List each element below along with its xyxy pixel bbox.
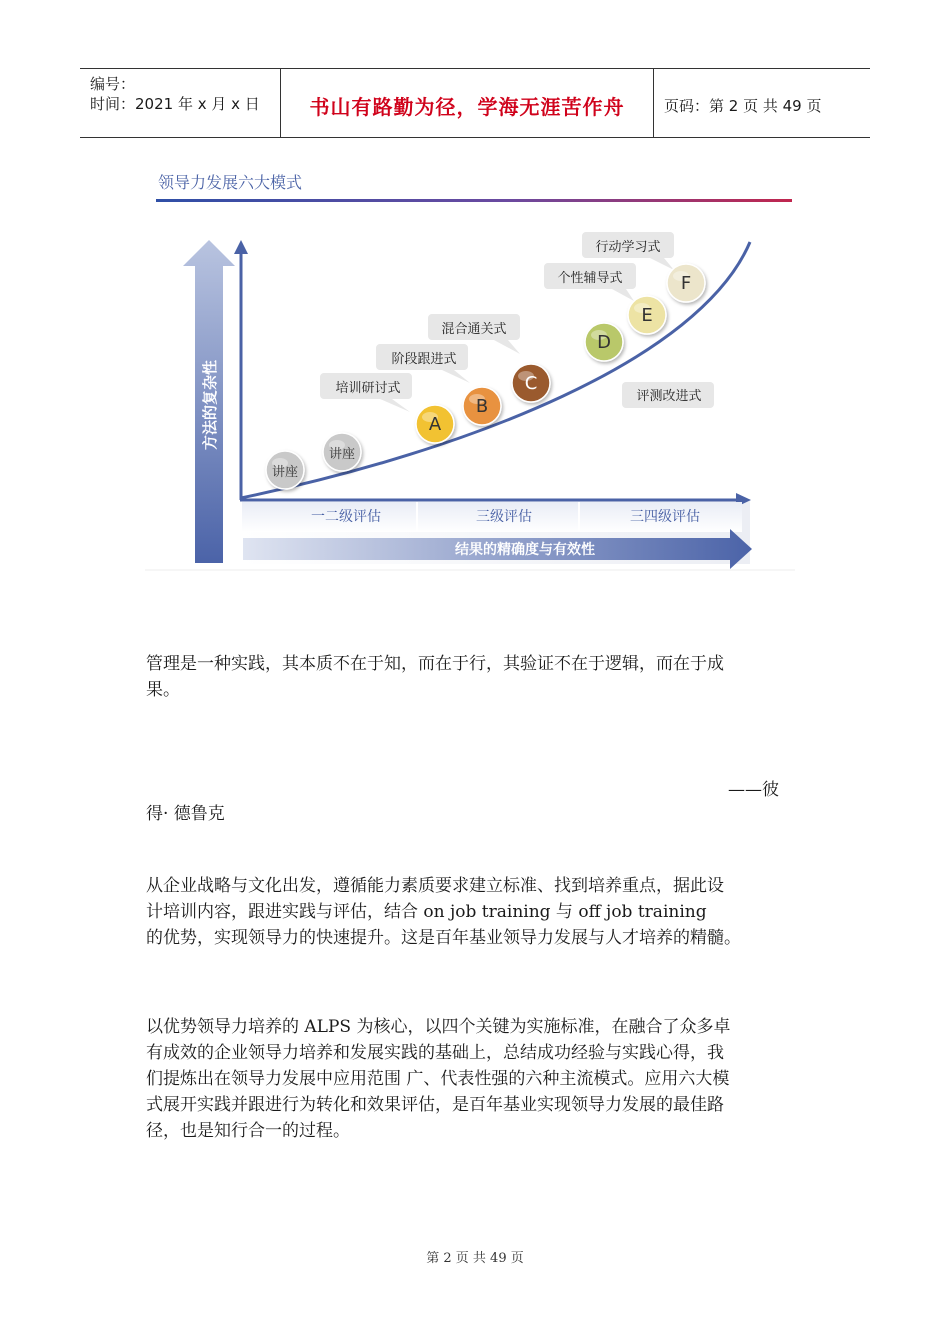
callout-text: 阶段跟进式 [391, 352, 457, 367]
document-date: 时间：2021 年 x 月 x 日 [90, 95, 260, 113]
page-footer: 第 2 页 共 49 页 [426, 1251, 524, 1266]
figure-title: 领导力发展六大模式 [158, 173, 303, 192]
callout-text: 评测改进式 [636, 389, 702, 404]
model-letter: B [475, 396, 489, 417]
model-letter: E [641, 305, 653, 326]
text-line: 径，也是知行合一的过程。 [146, 1121, 350, 1141]
callout-text: 混合通关式 [441, 322, 507, 337]
model-letter: A [428, 414, 442, 435]
model-letter: F [680, 273, 692, 294]
quote-attribution-name: 得· 德鲁克 [146, 804, 225, 824]
callout-text: 个性辅导式 [557, 271, 623, 286]
x-axis-label: 结果的精确度与有效性 [455, 542, 595, 558]
y-axis-arrowhead [234, 240, 248, 254]
quote-attribution-dash: ——彼 [728, 780, 779, 800]
paragraph-strategy [146, 873, 741, 951]
y-axis-label: 方法的复杂性 [201, 359, 219, 451]
header-meta-cell [80, 69, 281, 137]
text-line: 的优势，实现领导力的快速提升。这是百年基业领导力发展与人才培养的精髓。 [146, 928, 741, 948]
text-line: 果。 [146, 680, 180, 700]
callout-assessment [622, 382, 714, 408]
segment-label: 三级评估 [476, 509, 532, 525]
text-line: 以优势领导力培养的 ALPS 为核心，以四个关键为实施标准，在融合了众多卓 [146, 1017, 731, 1037]
callout-training [320, 373, 412, 412]
model-ball-label: 讲座 [328, 447, 356, 462]
segment-label: 三四级评估 [630, 509, 700, 525]
model-ball-label: 讲座 [271, 465, 299, 480]
callout-text: 培训研讨式 [335, 381, 401, 396]
document-number-label: 编号： [90, 75, 136, 93]
header-page-cell [654, 69, 870, 137]
text-line: 计培训内容，跟进实践与评估，结合 on job training 与 off job training [146, 902, 707, 922]
text-line: 从企业战略与文化出发，遵循能力素质要求建立标准、找到培养重点，据此设 [146, 876, 724, 896]
title-underline [156, 199, 792, 202]
model-letter: C [524, 373, 538, 394]
quote-paragraph [146, 651, 724, 703]
text-line: 式展开实践并跟进行为转化和效果评估，是百年基业实现领导力发展的最佳路 [146, 1095, 724, 1115]
page-header [80, 68, 870, 138]
leadership-model-figure [140, 160, 800, 575]
header-motto: 书山有路勤为径，学海无涯苦作舟 [309, 95, 625, 119]
header-motto-cell [281, 69, 654, 137]
text-line: 有成效的企业领导力培养和发展实践的基础上，总结成功经验与实践心得，我 [146, 1043, 724, 1063]
callout-text: 行动学习式 [595, 240, 661, 255]
header-page-info: 页码：第 2 页 共 49 页 [664, 97, 822, 115]
paragraph-alps [146, 1014, 730, 1144]
segment-label: 一二级评估 [311, 509, 381, 525]
model-letter: D [597, 332, 611, 353]
callout-coaching [544, 263, 636, 301]
text-line: 管理是一种实践，其本质不在于知，而在于行，其验证不在于逻辑，而在于成 [146, 654, 724, 674]
text-line: 们提炼出在领导力发展中应用范围 广、代表性强的六种主流模式。应用六大模 [146, 1069, 730, 1089]
